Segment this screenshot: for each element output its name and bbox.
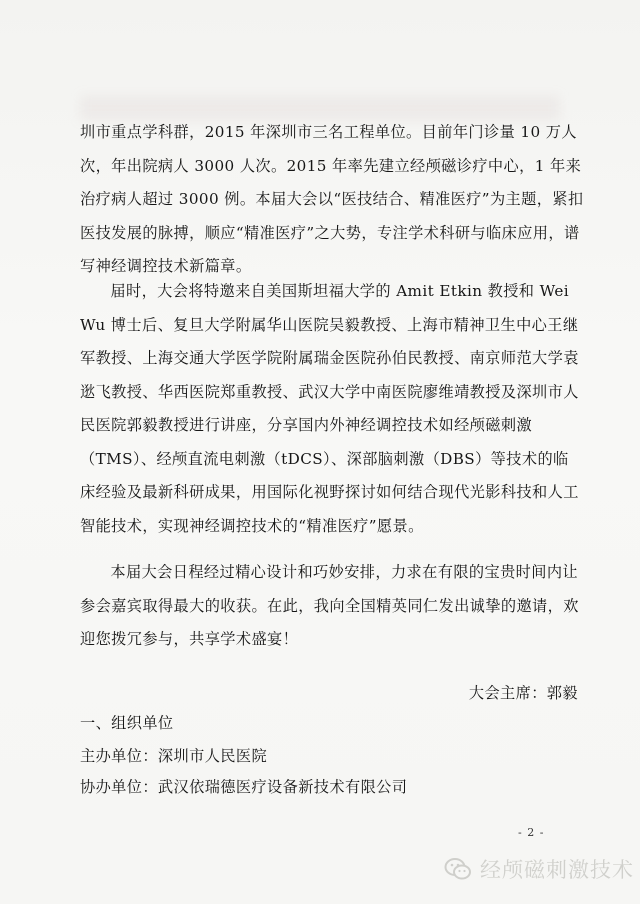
- page-number: - 2 -: [518, 826, 545, 839]
- section-heading: 一、组织单位: [80, 714, 174, 732]
- watermark-text: 经颅磁刺激技术: [480, 858, 634, 882]
- watermark: [444, 854, 634, 884]
- wechat-icon: [444, 857, 472, 881]
- paragraph-1: [80, 116, 584, 284]
- paragraph-2: [80, 275, 584, 543]
- paragraph-2-text: 届时，大会将特邀来自美国斯坦福大学的 Amit Etkin 教授和 Wei Wu 博士后、复旦大学附属华山医院吴毅教授、上海市精神卫生中心王继军教授、上海交通大学医学院附属瑞金医院孙伯民教授、南京师范大学袁逖飞教授、华西医院郑重教授、武汉大学中南医院廖维靖教授及深圳市人民医院郭毅教授进行讲座，分享国内外神经调控技术如经颅磁刺激（TMS）、经颅直流电刺激（tDCS）、深部脑刺激（DBS）等技术的临床经验及最新科研成果，用国际化视野探讨如何结合现代光影科技和人工智能技术，实现神经调控技术的“精准医疗”愿景。: [80, 282, 579, 535]
- paragraph-3-text: 本届大会日程经过精心设计和巧妙安排，力求在有限的宝贵时间内让参会嘉宾取得最大的收获。在此，我向全国精英同仁发出诚挚的邀请，欢迎您拨冗参与，共享学术盛宴！: [80, 563, 579, 648]
- paragraph-1-text: 圳市重点学科群，2015 年深圳市三名工程单位。目前年门诊量 10 万人次，年出院病人 3000 人次。2015 年率先建立经颅磁诊疗中心，1 年来治疗病人超过 3000 例。本届大会以“医技结合、精准医疗”为主题，紧扣医技发展的脉搏，顺应“精准医疗”之大势，专注学术科研与临床应用，谱写神经调控技术新篇章。: [80, 123, 584, 275]
- co-host-unit: 协办单位：武汉依瑞德医疗设备新技术有限公司: [80, 778, 408, 796]
- paragraph-3: [80, 556, 584, 657]
- signature: 大会主席：郭毅: [468, 684, 578, 702]
- host-unit: 主办单位：深圳市人民医院: [80, 747, 268, 765]
